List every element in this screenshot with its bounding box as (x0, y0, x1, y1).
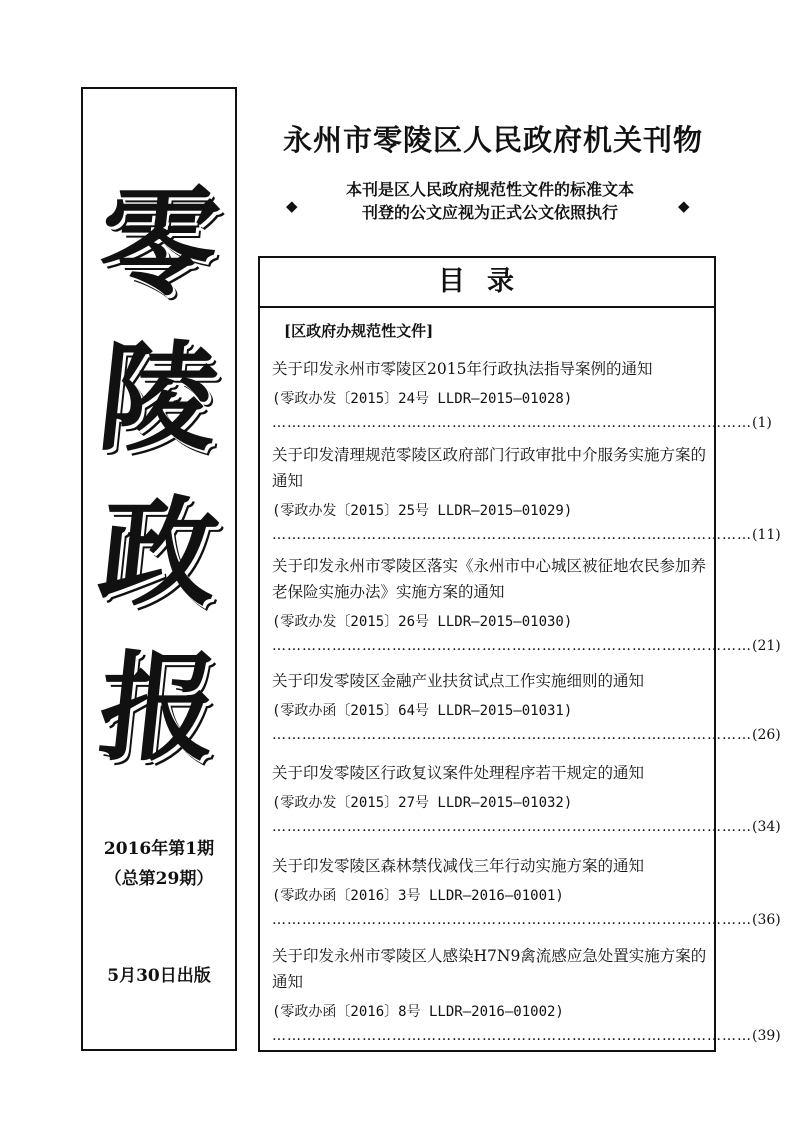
leader-dots: …………………………………………………………………………………… (272, 912, 752, 928)
masthead-char: 陵 (92, 328, 226, 467)
entry-leader (272, 635, 781, 657)
entry-code: (零政办发〔2015〕26号 LLDR—2015—01030) (272, 614, 573, 630)
entry-page: (36) (752, 912, 781, 928)
masthead-char: 政 (92, 483, 226, 622)
toc-entry[interactable] (272, 442, 781, 546)
entry-leader (272, 816, 781, 838)
note-line: 刊登的公文应视为正式公文依照执行 (361, 203, 618, 222)
entry-page: (34) (752, 819, 781, 835)
leader-dots: …………………………………………………………………………………… (272, 527, 752, 543)
toc-entry[interactable] (272, 356, 772, 434)
toc-entry[interactable] (272, 853, 781, 931)
toc-entry[interactable] (272, 553, 781, 657)
entry-title: 关于印发零陵区金融产业扶贫试点工作实施细则的通知 (272, 672, 645, 690)
leader-dots: …………………………………………………………………………………… (272, 727, 752, 743)
issue-date: 5月30日出版 (107, 966, 211, 986)
entry-title: 关于印发永州市零陵区人感染H7N9禽流感应急处置实施方案的通知 (272, 947, 707, 991)
entry-page: (11) (752, 527, 781, 543)
masthead-panel (81, 87, 237, 1051)
entry-code: (零政办发〔2015〕25号 LLDR—2015—01029) (272, 503, 573, 519)
leader-dots: …………………………………………………………………………………… (272, 415, 752, 431)
note-line: 本刊是区人民政府规范性文件的标准文本 (345, 180, 634, 199)
toc-entry[interactable] (272, 668, 781, 746)
leader-dots: …………………………………………………………………………………… (272, 1028, 752, 1044)
entry-leader (272, 412, 772, 434)
entry-leader (272, 524, 781, 546)
entry-code: (零政办函〔2016〕3号 LLDR—2016—01001) (272, 888, 564, 904)
entry-title: 关于印发清理规范零陵区政府部门行政审批中介服务实施方案的通知 (272, 446, 707, 490)
section-label: [区政府办规范性文件] (284, 322, 434, 340)
entry-leader (272, 724, 781, 746)
entry-title: 关于印发永州市零陵区2015年行政执法指导案例的通知 (272, 360, 653, 378)
entry-code: (零政办发〔2015〕27号 LLDR—2015—01032) (272, 795, 573, 811)
masthead-char: 报 (92, 638, 226, 777)
entry-code: (零政办函〔2015〕64号 LLDR—2015—01031) (272, 703, 573, 719)
issue-total: （总第29期） (104, 869, 214, 889)
toc-entry[interactable] (272, 943, 781, 1047)
entry-leader (272, 1025, 781, 1047)
publication-title: 永州市零陵区人民政府机关刊物 (282, 123, 703, 157)
entry-title: 关于印发零陵区森林禁伐减伐三年行动实施方案的通知 (272, 857, 645, 875)
masthead-char: 零 (92, 173, 226, 312)
toc-entry[interactable] (272, 760, 781, 838)
leader-dots: …………………………………………………………………………………… (272, 819, 752, 835)
entry-page: (1) (752, 415, 772, 431)
publication-notes (270, 178, 710, 224)
entry-title: 关于印发零陵区行政复议案件处理程序若干规定的通知 (272, 764, 645, 782)
issue-number: 2016年第1期 (103, 839, 215, 859)
diamond-icon: ◆ (678, 197, 690, 215)
entry-code: (零政办函〔2016〕8号 LLDR—2016—01002) (272, 1004, 564, 1020)
entry-leader (272, 909, 781, 931)
entry-code: (零政办发〔2015〕24号 LLDR—2015—01028) (272, 391, 573, 407)
diamond-icon: ◆ (286, 197, 298, 215)
entry-page: (21) (752, 638, 781, 654)
leader-dots: …………………………………………………………………………………… (272, 638, 752, 654)
entry-title: 关于印发永州市零陵区落实《永州市中心城区被征地农民参加养老保险实施办法》实施方案的通知 (272, 557, 707, 601)
entry-page: (26) (752, 727, 781, 743)
table-of-contents (258, 256, 781, 1052)
entry-page: (39) (752, 1028, 781, 1044)
toc-heading: 目录 (260, 258, 714, 308)
